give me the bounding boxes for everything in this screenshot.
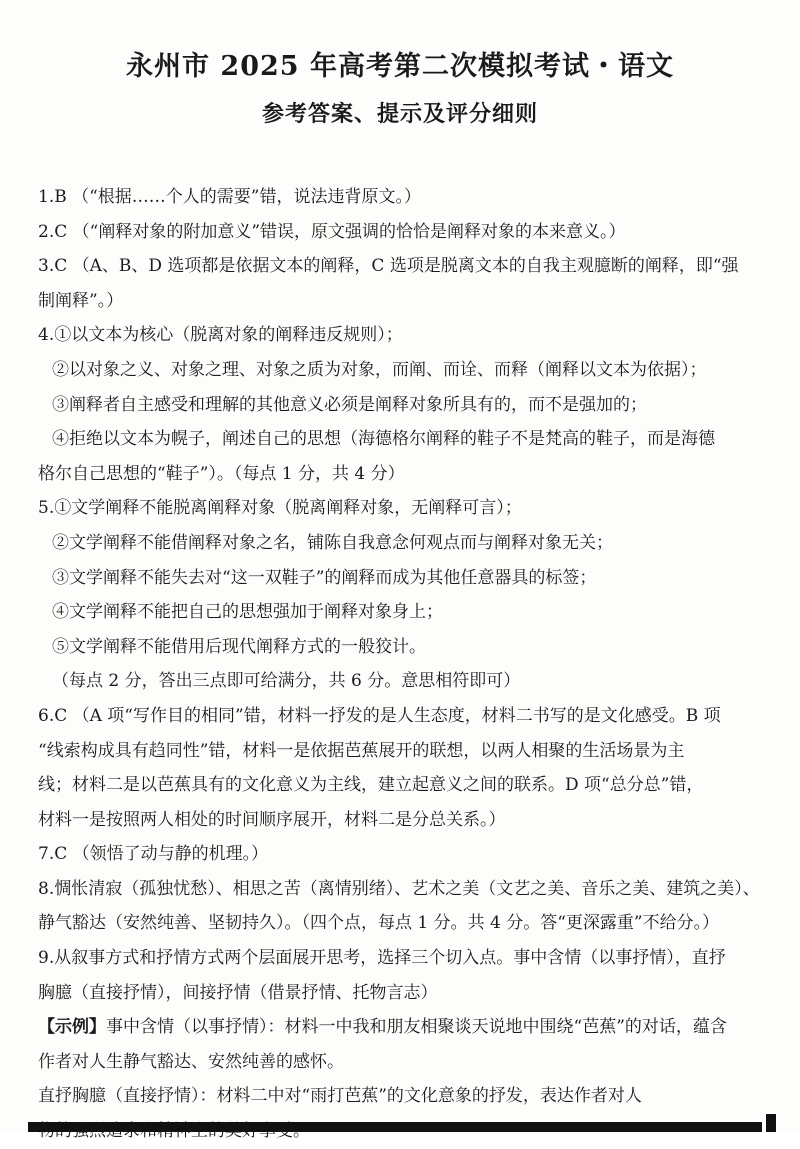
answer-line-q8-1: 8.惆怅清寂（孤独忧愁）、相思之苦（离情别绪）、艺术之美（文艺之美、音乐之美、建筑之美）、	[38, 878, 760, 899]
answer-line-q8-2: 静气豁达（安然纯善、坚韧持久）。（四个点，每点 1 分。共 4 分。答“更深露重”不给分。）	[38, 913, 720, 934]
answer-line-q5-4: ④文学阐释不能把自己的思想强加于阐释对象身上；	[52, 602, 443, 623]
answer-line-q1: 1.B （“根据……个人的需要”错，说法违背原文。）	[38, 187, 421, 207]
page-bottom-bar	[28, 1122, 762, 1132]
answer-line-q6-4: 材料一是按照两人相处的时间顺序展开，材料二是分总关系。）	[38, 809, 506, 830]
answer-line-q9-2: 胸臆（直接抒情），间接抒情（借景抒情、托物言志）	[38, 982, 438, 1003]
page-subtitle: 参考答案、提示及评分细则	[261, 101, 538, 127]
page-corner-mark	[766, 1114, 776, 1132]
answer-line-q3-1: 3.C （A、B、D 选项都是依据文本的阐释，C 选项是脱离文本的自我主观臆断的阐释，即“强	[38, 256, 739, 277]
answer-line-q4-4: ④拒绝以文本为幌子，阐述自己的思想（海德格尔阐释的鞋子不是梵高的鞋子，而是海德	[52, 429, 715, 450]
answer-line-q6-3: 线；材料二是以芭蕉具有的文化意义为主线，建立起意义之间的联系。D 项“总分总”错，	[38, 775, 704, 796]
answer-line-q9-3	[38, 1010, 774, 1045]
answer-line-q9-1: 9.从叙事方式和抒情方式两个层面展开思考，选择三个切入点。事中含情（以事抒情），直抒	[38, 948, 726, 969]
answer-line-q4-2: ②以对象之义、对象之理、对象之质为对象，而阐、而诠、而释（阐释以文本为依据）；	[52, 359, 707, 380]
answer-line-q5-5: ⑤文学阐释不能借用后现代阐释方式的一般狡计。	[52, 636, 426, 657]
answer-line-q6-2: “线索构成具有趋同性”错，材料一是依据芭蕉展开的联想，以两人相聚的生活场景为主	[38, 740, 685, 761]
answer-line-q3-2: 制阐释”。）	[38, 290, 124, 311]
example-tag: 【示例】	[38, 1017, 106, 1038]
answer-line-q5-2: ②文学阐释不能借阐释对象之名，铺陈自我意念何观点而与阐释对象无关；	[52, 532, 613, 553]
answer-line-q4-5: 格尔自己思想的“鞋子”）。（每点 1 分，共 4 分）	[38, 463, 405, 484]
example-text: 事中含情（以事抒情）：材料一中我和朋友相聚谈天说地中围绕“芭蕉”的对话，蕴含	[106, 1017, 727, 1038]
answer-line-q7: 7.C （领悟了动与静的机理。）	[38, 844, 269, 865]
answer-line-q9-4: 作者对人生静气豁达、安然纯善的感怀。	[38, 1051, 344, 1072]
answer-line-q5-6: （每点 2 分，答出三点即可给满分，共 6 分。意思相符即可）	[52, 671, 521, 692]
answer-line-q2: 2.C （“阐释对象的附加意义”错误，原文强调的恰恰是阐释对象的本来意义。）	[38, 221, 626, 242]
answer-line-q9-5: 直抒胸臆（直接抒情）：材料二中对“雨打芭蕉”的文化意象的抒发，表达作者对人	[38, 1086, 642, 1107]
answer-line-q4-1: 4.①以文本为核心（脱离对象的阐释违反规则）；	[38, 325, 403, 346]
answer-line-q6-1: 6.C （A 项“写作目的相同”错，材料一抒发的是人生态度，材料二书写的是文化感受。B 项	[38, 705, 721, 726]
answer-line-q5-1: 5.①文学阐释不能脱离阐释对象（脱离阐释对象，无阐释可言）；	[38, 498, 522, 519]
answer-line-q4-3: ③阐释者自主感受和理解的其他意义必须是阐释对象所具有的，而不是强加的；	[52, 394, 647, 415]
answer-line-q5-3: ③文学阐释不能失去对“这一双鞋子”的阐释而成为其他任意器具的标签；	[52, 567, 597, 588]
page-title: 永州市 2025 年高考第二次模拟考试・语文	[126, 51, 674, 82]
answer-body	[38, 180, 774, 1149]
